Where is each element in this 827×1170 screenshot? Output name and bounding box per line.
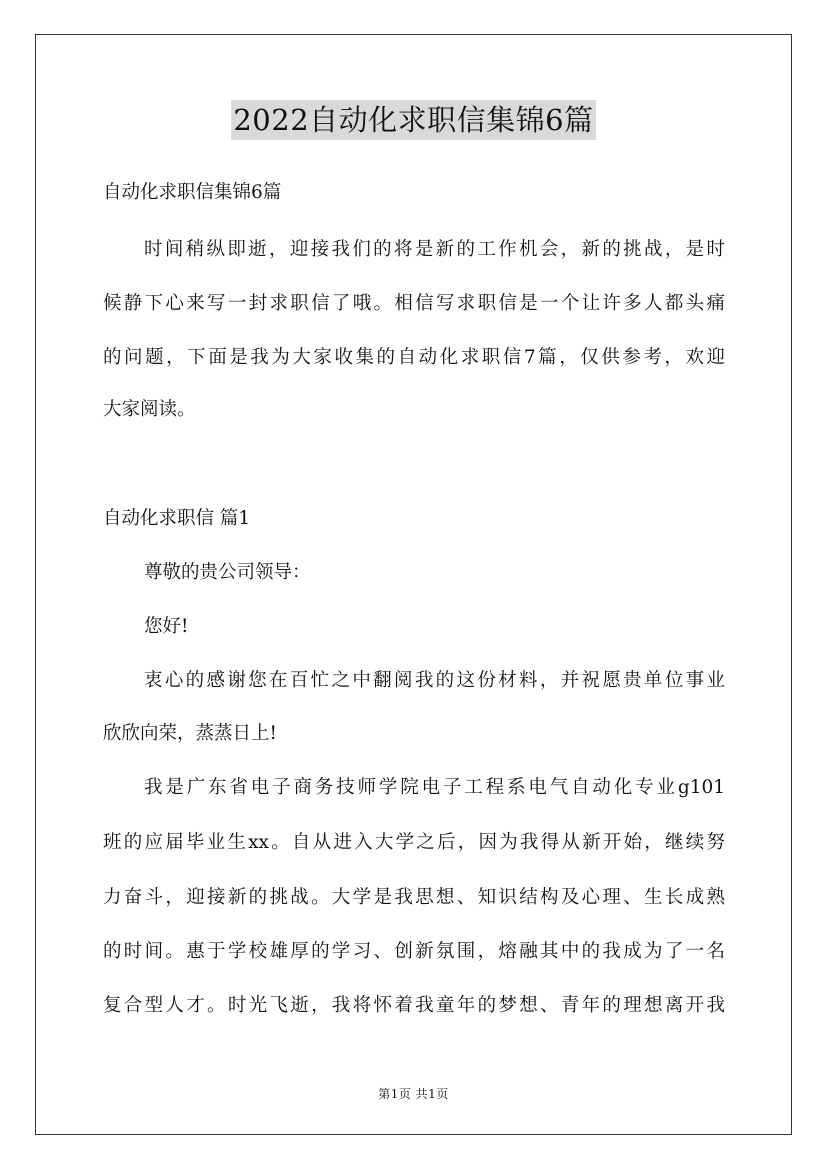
- intro-line: 时间稍纵即逝，迎接我们的将是新的工作机会，新的挑战，是时: [144, 239, 725, 260]
- paragraph-line: 欣欣向荣，蒸蒸日上!: [103, 723, 277, 744]
- paragraph-line: 班的应届毕业生xx。自从进入大学之后，因为我得从新开始，继续努: [103, 832, 725, 853]
- intro-line: 的问题，下面是我为大家收集的自动化求职信7篇，仅供参考，欢迎: [103, 347, 725, 368]
- paragraph-line: 复合型人才。时光飞逝，我将怀着我童年的梦想、青年的理想离开我: [103, 995, 725, 1016]
- greeting: 您好!: [144, 616, 189, 637]
- page-footer: 第1页 共1页: [378, 1087, 449, 1101]
- title-container: [0, 100, 827, 140]
- paragraph-line: 衷心的感谢您在百忙之中翻阅我的这份材料，并祝愿贵单位事业: [144, 670, 725, 691]
- paragraph-line: 我是广东省电子商务技师学院电子工程系电气自动化专业g101: [144, 777, 725, 798]
- paragraph-line: 力奋斗，迎接新的挑战。大学是我思想、知识结构及心理、生长成熟: [103, 887, 725, 908]
- intro-line: 候静下心来写一封求职信了哦。相信写求职信是一个让许多人都头痛: [103, 293, 725, 314]
- salutation: 尊敬的贵公司领导：: [144, 562, 311, 583]
- subtitle: 自动化求职信集锦6篇: [103, 182, 282, 203]
- paragraph-line: 的时间。惠于学校雄厚的学习、创新氛围，熔融其中的我成为了一名: [103, 941, 725, 962]
- document-title: 2022自动化求职信集锦6篇: [231, 100, 595, 140]
- section-heading: 自动化求职信 篇1: [103, 508, 251, 529]
- intro-line: 大家阅读。: [103, 399, 196, 420]
